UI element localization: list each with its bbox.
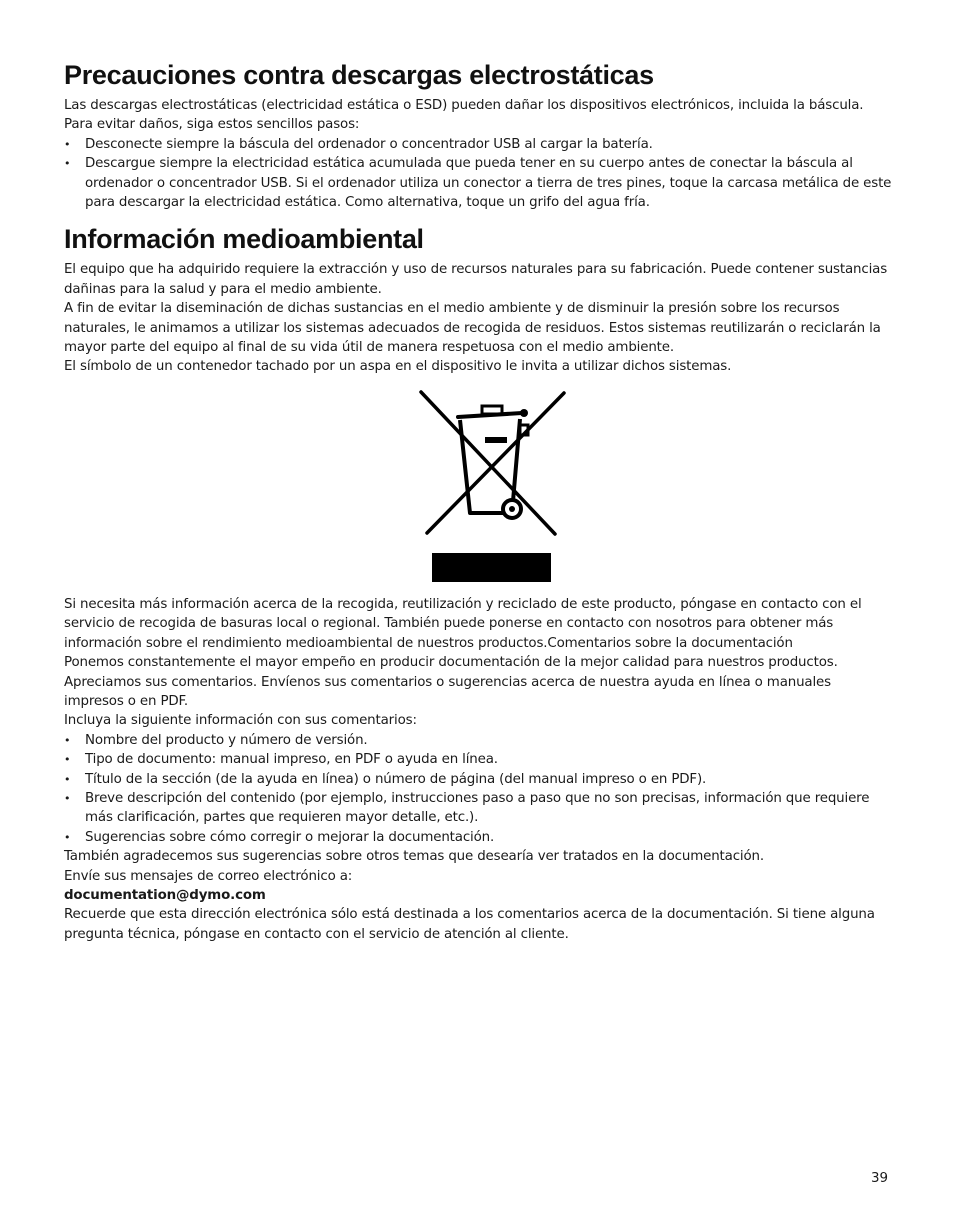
paragraph: Para evitar daños, siga estos sencillos pasos: <box>64 117 360 133</box>
paragraph: A fin de evitar la diseminación de dichas sustancias en el medio ambiente y de disminuir la presión sobre los recursos naturales, le animamos a utilizar los sistemas adecuados de recogida de residuos. Estos sistemas reutilizarán o reciclarán la mayor parte del equipo al final de su vida útil de manera respetuosa con el medio ambiente. <box>64 301 881 356</box>
page-number: 39 <box>870 1171 888 1186</box>
bullet-list-feedback <box>64 731 892 847</box>
list-item: • Nombre del producto y número de versión. <box>64 731 892 750</box>
list-item: • Descargue siempre la electricidad estática acumulada que pueda tener en su cuerpo antes de conectar la báscula al ordenador o concentrador USB. Si el ordenador utiliza un conector a tierra de tres pines, toque la carcasa metálica de este para descargar la electricidad estática. Como alternativa, toque un grifo del agua fría. <box>64 154 892 212</box>
list-item: • Sugerencias sobre cómo corregir o mejorar la documentación. <box>64 828 892 847</box>
paragraph: El símbolo de un contenedor tachado por un aspa en el dispositivo le invita a utilizar dichos sistemas. <box>64 359 732 375</box>
paragraph: Ponemos constantemente el mayor empeño en producir documentación de la mejor calidad para nuestros productos. Apreciamos sus comentarios. Envíenos sus comentarios o sugerencias acerca de nuestra ayuda en línea o manuales impresos o en PDF. <box>64 655 838 709</box>
weee-figure <box>64 389 892 595</box>
document-page <box>64 58 892 944</box>
paragraph: El equipo que ha adquirido requiere la extracción y uso de recursos naturales para su fabricación. Puede contener sustancias dañinas para la salud y para el medio ambiente. <box>64 262 888 297</box>
paragraph: Si necesita más información acerca de la recogida, reutilización y reciclado de este producto, póngase en contacto con el servicio de recogida de basuras local o regional. También puede ponerse en contacto con nosotros para obtener más información sobre el rendimiento medioambiental de nuestros productos.Comentarios sobre la documentación <box>64 596 862 651</box>
email-address: documentation@dymo.com <box>64 887 266 903</box>
paragraph: Las descargas electrostáticas (electricidad estática o ESD) pueden dañar los dispositivos electrónicos, incluida la báscula. <box>64 98 864 113</box>
list-item: • Tipo de documento: manual impreso, en PDF o ayuda en línea. <box>64 750 892 769</box>
list-item: • Título de la sección (de la ayuda en línea) o número de página (del manual impreso o en PDF). <box>64 770 892 789</box>
section-heading-esd: Precauciones contra descargas electrostáticas <box>64 60 654 90</box>
section-heading-environment: Información medioambiental <box>64 224 424 255</box>
paragraph: Incluya la siguiente información con sus comentarios: <box>64 713 417 729</box>
paragraph: Recuerde que esta dirección electrónica sólo está destinada a los comentarios acerca de la documentación. Si tiene alguna pregunta técnica, póngase en contacto con el servicio de atención al cliente. <box>64 907 875 942</box>
list-item: • Desconecte siempre la báscula del ordenador o concentrador USB al cargar la batería. <box>64 135 892 154</box>
paragraph: También agradecemos sus sugerencias sobre otros temas que desearía ver tratados en la documentación. <box>64 849 764 865</box>
bullet-list-esd <box>64 135 892 213</box>
paragraph: Envíe sus mensajes de correo electrónico a: <box>64 868 353 884</box>
weee-underline-bar <box>432 553 551 582</box>
crossed-out-wheelie-bin-icon <box>418 389 568 539</box>
list-item: • Breve descripción del contenido (por ejemplo, instrucciones paso a paso que no son precisas, información que requiere más clarificación, partes que requieren mayor detalle, etc.). <box>64 789 892 828</box>
